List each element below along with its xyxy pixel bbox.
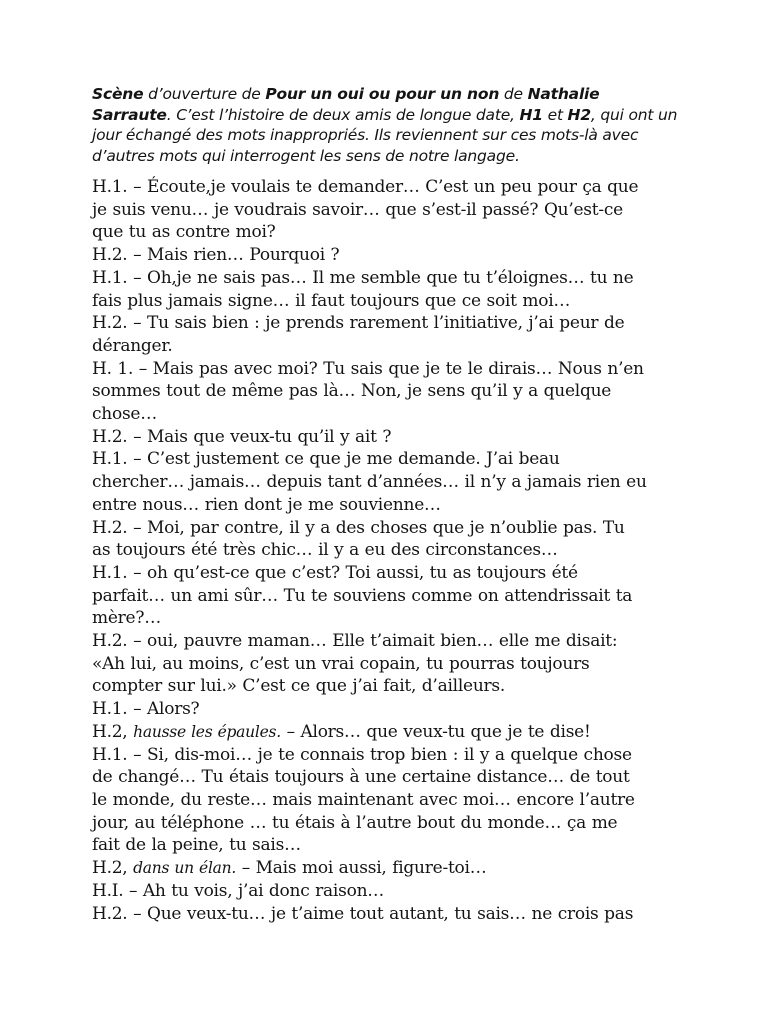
dialogue-line: entre nous… rien dont je me souvienne…	[92, 494, 441, 515]
dialogue-line: H.2. – Mais rien… Pourquoi ?	[92, 245, 340, 266]
dialogue-line: fait de la peine, tu sais…	[92, 835, 301, 856]
intro-text: et	[542, 105, 568, 124]
dialogue-line: compter sur lui.» C’est ce que j’ai fait, d’ailleurs.	[92, 676, 506, 697]
dialogue-line: fais plus jamais signe… il faut toujours que ce soit moi…	[92, 290, 571, 311]
stage-direction: hausse les épaules.	[133, 722, 281, 741]
dialogue-text: – Mais moi aussi, figure-toi…	[236, 858, 487, 879]
dialogue-line: H.2. – Mais que veux-tu qu’il y ait ?	[92, 426, 392, 447]
dialogue-line: H.I. – Ah tu vois, j’ai donc raison…	[92, 880, 385, 901]
dialogue-line: jour, au téléphone … tu étais à l’autre bout du monde… ça me	[92, 812, 618, 833]
dialogue-line: H.1. – Oh,je ne sais pas… Il me semble que tu t’éloignes… tu ne	[92, 267, 634, 288]
character-h2: H2	[567, 105, 591, 124]
dialogue	[92, 176, 688, 925]
dialogue-line: H.1. – oh qu’est-ce que c’est? Toi aussi, tu as toujours été	[92, 562, 578, 583]
dialogue-line: H.2. – Tu sais bien : je prends rarement l’initiative, j’ai peur de	[92, 313, 625, 334]
dialogue-line: chose…	[92, 404, 157, 425]
dialogue-line: H.2. – Moi, par contre, il y a des choses que je n’oublie pas. Tu	[92, 517, 625, 538]
dialogue-line: le monde, du reste… mais maintenant avec moi… encore l’autre	[92, 789, 635, 810]
dialogue-line: «Ah lui, au moins, c’est un vrai copain, tu pourras toujours	[92, 653, 590, 674]
dialogue-line: H.1. – Si, dis-moi… je te connais trop bien : il y a quelque chose	[92, 744, 632, 765]
intro-text: d’ouverture de	[143, 85, 266, 103]
intro-paragraph	[92, 84, 682, 166]
document-page	[92, 84, 692, 925]
dialogue-line: je suis venu… je voudrais savoir… que s’est-il passé? Qu’est-ce	[92, 199, 623, 220]
dialogue-line: de changé… Tu étais toujours à une certaine distance… de tout	[92, 767, 630, 788]
intro-text: de	[499, 85, 528, 103]
intro-text: , qui ont un jour échangé des mots inappropriés. Ils reviennent sur ces mots-là avec d’autres mots qui interrogent les sens de notre langage.	[92, 105, 678, 165]
play-title: Pour un oui ou pour un non	[265, 85, 500, 103]
character-h1: H1	[519, 105, 543, 124]
dialogue-line-with-stage-direction	[92, 721, 688, 744]
intro-text: . C’est l’histoire de deux amis de longue date,	[166, 105, 520, 124]
dialogue-line: H. 1. – Mais pas avec moi? Tu sais que je te le dirais… Nous n’en	[92, 358, 644, 379]
dialogue-line: H.1. – C’est justement ce que je me demande. J’ai beau	[92, 449, 560, 470]
dialogue-line: parfait… un ami sûr… Tu te souviens comme on attendrissait ta	[92, 585, 633, 606]
dialogue-line: H.2. – Que veux-tu… je t’aime tout autant, tu sais… ne crois pas	[92, 903, 634, 924]
dialogue-line: H.2. – oui, pauvre maman… Elle t’aimait bien… elle me disait:	[92, 631, 618, 652]
dialogue-line: sommes tout de même pas là… Non, je sens qu’il y a quelque	[92, 381, 612, 402]
dialogue-line: mère?…	[92, 608, 161, 629]
dialogue-text: – Alors… que veux-tu que je te dise!	[280, 721, 591, 742]
intro-scene: Scène	[92, 85, 144, 103]
dialogue-line-with-stage-direction	[92, 857, 688, 880]
dialogue-line: as toujours été très chic… il y a eu des circonstances…	[92, 540, 558, 561]
author-name: Nathalie Sarraute	[92, 85, 600, 124]
dialogue-line: chercher… jamais… depuis tant d’années… il n’y a jamais rien eu	[92, 472, 647, 493]
speaker: H.2,	[92, 721, 134, 742]
speaker: H.2,	[92, 858, 134, 879]
stage-direction: dans un élan.	[133, 859, 237, 878]
dialogue-line: que tu as contre moi?	[92, 222, 276, 243]
dialogue-line: déranger.	[92, 335, 173, 356]
dialogue-line: H.1. – Alors?	[92, 699, 200, 720]
dialogue-line: H.1. – Écoute,je voulais te demander… C’est un peu pour ça que	[92, 177, 639, 197]
